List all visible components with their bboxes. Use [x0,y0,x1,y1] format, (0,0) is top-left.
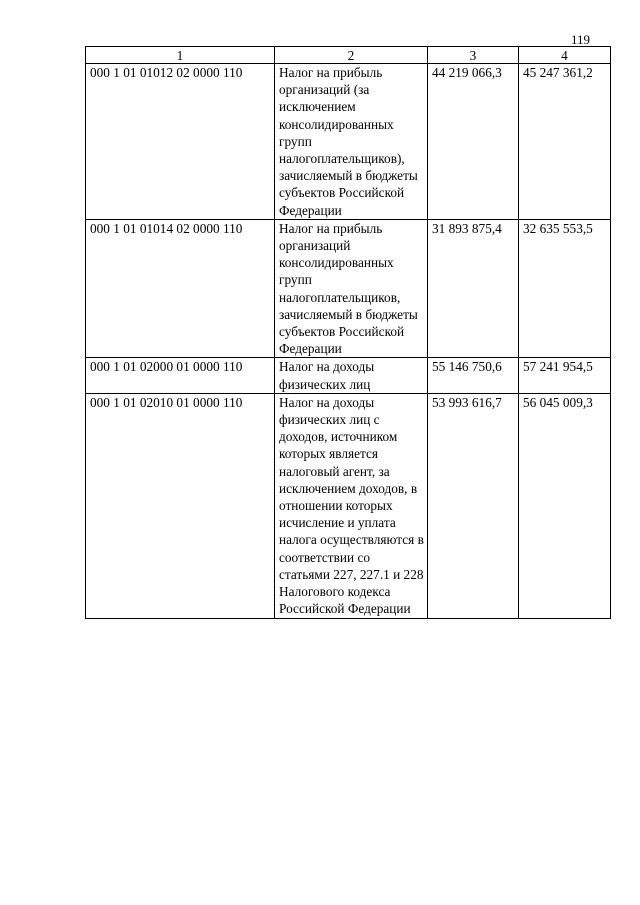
table-row [86,219,611,358]
page-number: 119 [571,32,591,47]
amount-col4-cell: 57 241 954,5 [519,358,611,393]
budget-code-cell: 000 1 01 02000 01 0000 110 [86,358,275,393]
budget-code-cell: 000 1 01 01012 02 0000 110 [86,64,275,220]
revenue-name-cell: Налог на прибыль организаций консолидированных групп налогоплательщиков, зачисляемый в бюджеты субъектов Российской Федерации [275,219,428,358]
budget-table [85,46,611,619]
header-col-2: 2 [275,47,428,64]
revenue-name-cell: Налог на доходы физических лиц с доходов, источником которых является налоговый агент, за исключением доходов, в отношении которых исчисление и уплата налога осуществляются в соответствии со статьями 227, 227.1 и 228 Налогового кодекса Российской Федерации [275,393,428,618]
revenue-name-cell: Налог на прибыль организаций (за исключением консолидированных групп налогоплательщиков), зачисляемый в бюджеты субъектов Российской Федерации [275,64,428,220]
header-col-3: 3 [428,47,519,64]
header-row [86,47,611,64]
amount-col3-cell: 44 219 066,3 [428,64,519,220]
table-row [86,64,611,220]
table-body [86,64,611,619]
amount-col3-cell: 31 893 875,4 [428,219,519,358]
budget-code-cell: 000 1 01 02010 01 0000 110 [86,393,275,618]
amount-col4-cell: 45 247 361,2 [519,64,611,220]
amount-col4-cell: 32 635 553,5 [519,219,611,358]
table-header [86,47,611,64]
budget-code-cell: 000 1 01 01014 02 0000 110 [86,219,275,358]
header-col-1: 1 [86,47,275,64]
table-row [86,393,611,618]
amount-col3-cell: 53 993 616,7 [428,393,519,618]
amount-col3-cell: 55 146 750,6 [428,358,519,393]
header-col-4: 4 [519,47,611,64]
revenue-name-cell: Налог на доходы физических лиц [275,358,428,393]
amount-col4-cell: 56 045 009,3 [519,393,611,618]
table-row [86,358,611,393]
